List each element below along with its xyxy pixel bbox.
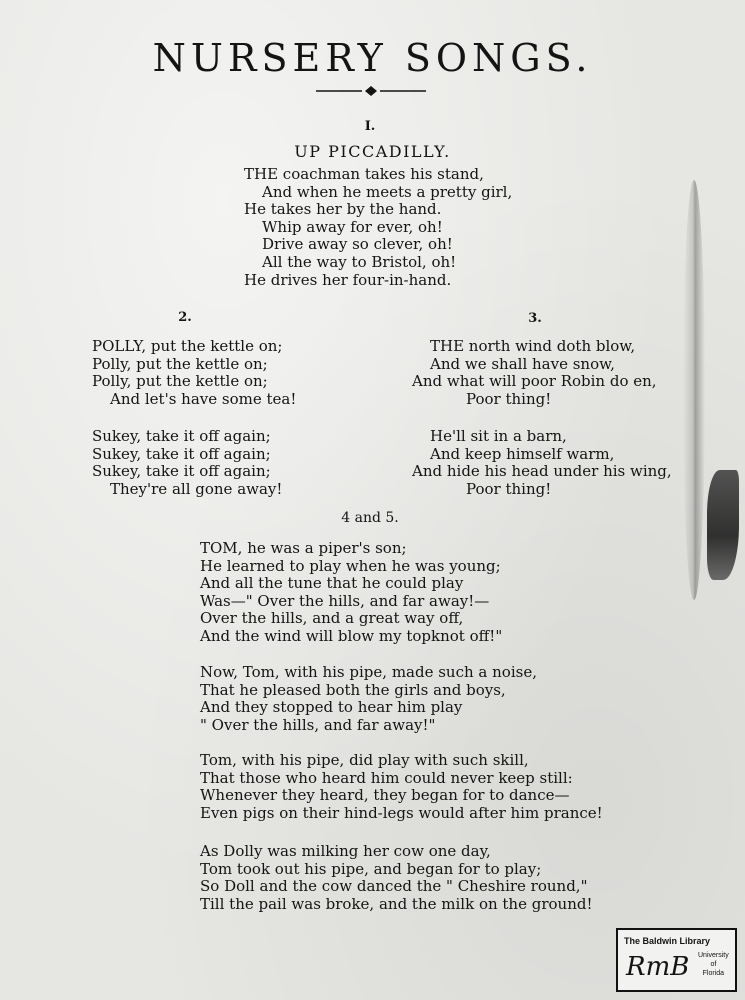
song-4-stanza-2: [200, 664, 537, 734]
song-3-stanza-1: [412, 338, 657, 408]
verse-line: Now, Tom, with his pipe, made such a noise,: [200, 663, 537, 681]
song-2-stanza-2: [92, 428, 282, 498]
verse-line: And when he meets a pretty girl,: [262, 182, 513, 201]
baldwin-library-stamp: [616, 928, 737, 992]
verse-line: Over the hills, and a great way off,: [200, 609, 464, 628]
verse-line: Was—" Over the hills, and far away!—: [200, 591, 490, 610]
stamp-library-name: The Baldwin Library: [624, 936, 711, 946]
verse-line: Tom took out his pipe, and began for to play;: [200, 859, 542, 878]
stamp-of-line: of: [710, 961, 717, 968]
verse-line: And what will poor Robin do en,: [412, 372, 657, 391]
verse-line: All the way to Bristol, oh!: [262, 252, 457, 271]
song-number-2: 2.: [178, 310, 192, 325]
verse-line: " Over the hills, and far away!": [200, 715, 436, 734]
verse-line: And let's have some tea!: [110, 389, 297, 408]
stamp-monogram: RmB: [626, 952, 690, 982]
verse-line: Sukey, take it off again;: [92, 462, 271, 481]
verse-line: THE north wind doth blow,: [430, 337, 636, 355]
verse-line: Sukey, take it off again;: [92, 444, 271, 463]
page-crease: [683, 180, 705, 600]
verse-line: POLLY, put the kettle on;: [92, 337, 283, 355]
verse-line: THE coachman takes his stand,: [244, 165, 484, 183]
song-2-stanza-1: [92, 338, 296, 408]
verse-line: And they stopped to hear him play: [200, 698, 463, 717]
song-number-1: I.: [364, 119, 376, 134]
page-title: NURSERY SONGS.: [152, 36, 593, 80]
verse-line: They're all gone away!: [110, 479, 283, 498]
verse-line: He takes her by the hand.: [244, 200, 442, 219]
song-4-stanza-3: [200, 752, 603, 822]
title-ornament: [316, 85, 426, 97]
verse-line: Polly, put the kettle on;: [92, 372, 268, 391]
verse-line: And keep himself warm,: [430, 444, 615, 463]
stamp-university: [698, 951, 729, 978]
verse-line: As Dolly was milking her cow one day,: [200, 842, 491, 860]
verse-line: Poor thing!: [466, 389, 552, 408]
song-3-stanza-2: [412, 428, 672, 498]
song-number-4-and-5: 4 and 5.: [341, 510, 399, 526]
verse-line: And hide his head under his wing,: [412, 462, 672, 481]
verse-line: Whenever they heard, they began for to dance—: [200, 786, 570, 805]
verse-line: He learned to play when he was young;: [200, 556, 501, 575]
verse-line: And we shall have snow,: [430, 354, 615, 373]
song-number-3: 3.: [528, 311, 542, 326]
verse-line: So Doll and the cow danced the " Cheshire round,": [200, 877, 588, 896]
verse-line: Even pigs on their hind-legs would after him prance!: [200, 803, 603, 822]
stamp-university-line: University: [698, 952, 729, 959]
verse-line: That he pleased both the girls and boys,: [200, 680, 506, 699]
verse-line: Tom, with his pipe, did play with such skill,: [200, 751, 529, 769]
verse-line: Sukey, take it off again;: [92, 427, 271, 445]
verse-line: Polly, put the kettle on;: [92, 354, 268, 373]
verse-line: And the wind will blow my topknot off!": [200, 626, 503, 645]
song-5-stanza: [200, 843, 593, 913]
song-title-up-piccadilly: UP PICCADILLY.: [294, 142, 451, 161]
page-tear: [707, 470, 739, 580]
verse-line: Poor thing!: [466, 479, 552, 498]
song-4-stanza-1: [200, 540, 502, 646]
verse-line: Whip away for ever, oh!: [262, 217, 443, 236]
song-1-verse: [244, 166, 512, 289]
verse-line: TOM, he was a piper's son;: [200, 539, 407, 557]
verse-line: He'll sit in a barn,: [430, 427, 567, 445]
verse-line: And all the tune that he could play: [200, 574, 464, 593]
verse-line: Drive away so clever, oh!: [262, 235, 453, 254]
stamp-florida-line: Florida: [702, 970, 725, 977]
verse-line: That those who heard him could never keep still:: [200, 768, 573, 787]
verse-line: Till the pail was broke, and the milk on the ground!: [200, 894, 593, 913]
verse-line: He drives her four-in-hand.: [244, 270, 452, 289]
